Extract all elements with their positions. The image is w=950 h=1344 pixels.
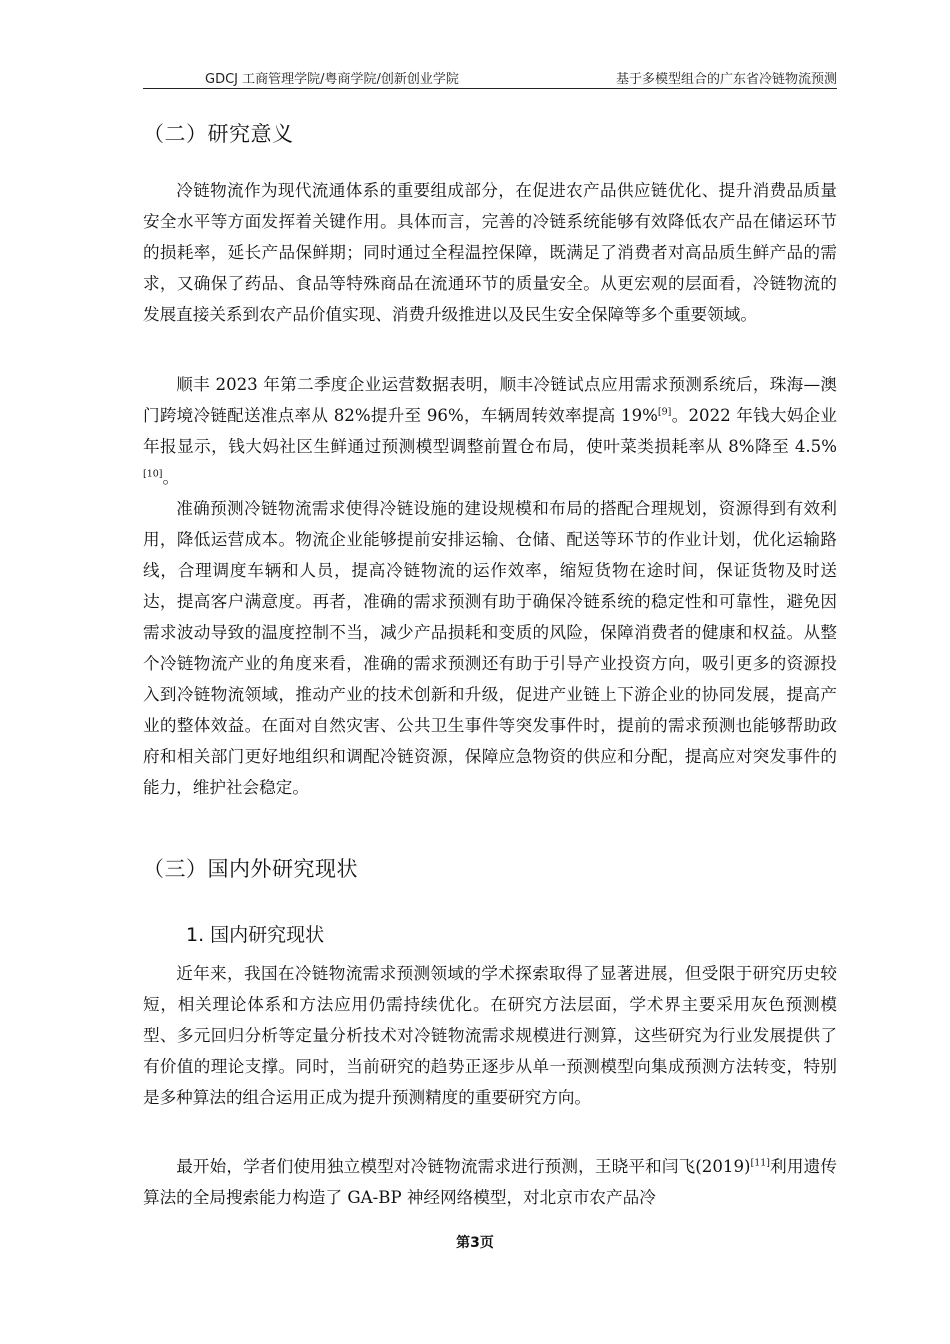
paragraph-text: 。 — [162, 468, 180, 487]
paragraph-significance-3: 准确预测冷链物流需求使得冷链设施的建设规模和布局的搭配合理规划，资源得到有效利用，降低运营成本。物流企业能够提前安排运输、仓储、配送等环节的作业计划，优化运输路线，合理调度车辆和人员，提高冷链物流的运作效率，缩短货物在途时间，保证货物及时送达，提高客户满意度。再者，准确的需求预测有助于确保冷链系统的稳定性和可靠性，避免因需求波动导致的温度控制不当，减少产品损耗和变质的风险，保障消费者的健康和权益。从整个冷链物流产业的角度来看，准确的需求预测还有助于引导产业投资方向，吸引更多的资源投入到冷链物流领域，推动产业的技术创新和升级，促进产业链上下游企业的协同发展，提高产业的整体效益。在面对自然灾害、公共卫生事件等突发事件时，提前的需求预测也能够帮助政府和相关部门更好地组织和调配冷链资源，保障应急物资的供应和分配，提高应对突发事件的能力，维护社会稳定。 — [143, 499, 837, 797]
subsection-heading-domestic: 1. 国内研究现状 — [186, 924, 325, 946]
page-header — [143, 64, 837, 89]
paragraph-domestic-1: 近年来，我国在冷链物流需求预测领域的学术探索取得了显著进展，但受限于研究历史较短，相关理论体系和方法应用仍需持续优化。在研究方法层面，学术界主要采用灰色预测模型、多元回归分析等定量分析技术对冷链物流需求规模进行测算，这些研究为行业发展提供了有价值的理论支撑。同时，当前研究的趋势正逐步从单一预测模型向集成预测方法转变，特别是多种算法的组合运用正成为提升预测精度的重要研究方向。 — [143, 964, 837, 1107]
citation-ref: [10] — [143, 468, 163, 480]
paragraph-text: 利用遗传算法的全局搜索能力构造了 GA-BP 神经网络模型，对北京市农产品冷 — [143, 1157, 837, 1207]
header-right-text: 基于多模型组合的广东省冷链物流预测 — [615, 72, 837, 87]
page-number: 第3页 — [456, 1235, 494, 1251]
section-heading-research-status: （三）国内外研究现状 — [143, 857, 358, 881]
section-heading-research-significance: （二）研究意义 — [143, 122, 294, 146]
header-left-text: GDCJ 工商管理学院/粤商学院/创新创业学院 — [205, 72, 459, 87]
paragraph-domestic-2 — [143, 1151, 837, 1213]
paragraph-significance-1: 冷链物流作为现代流通体系的重要组成部分，在促进农产品供应链优化、提升消费品质量安全水平等方面发挥着关键作用。具体而言，完善的冷链系统能够有效降低农产品在储运环节的损耗率，延长产品保鲜期；同时通过全程温控保障，既满足了消费者对高品质生鲜产品的需求，又确保了药品、食品等特殊商品在流通环节的质量安全。从更宏观的层面看，冷链物流的发展直接关系到农产品价值实现、消费升级推进以及民生安全保障等多个重要领域。 — [143, 181, 837, 324]
paragraph-text: 顺丰 2023 年第二季度企业运营数据表明，顺丰冷链试点应用需求预测系统后，珠海—澳门跨境冷链配送准点率从 82%提升至 96%，车辆周转效率提高 19% — [143, 375, 837, 425]
paragraph-significance-2 — [143, 369, 837, 493]
paragraph-text: 最开始，学者们使用独立模型对冷链物流需求进行预测，王晓平和闫飞(2019) — [176, 1157, 751, 1176]
paragraph-text: 。2022 年钱大妈企业年报显示，钱大妈社区生鲜通过预测模型调整前置仓布局，使叶菜类损耗率从 8%降至 4.5% — [143, 406, 837, 456]
citation-ref: [9] — [657, 406, 672, 418]
citation-ref: [11] — [750, 1157, 771, 1169]
